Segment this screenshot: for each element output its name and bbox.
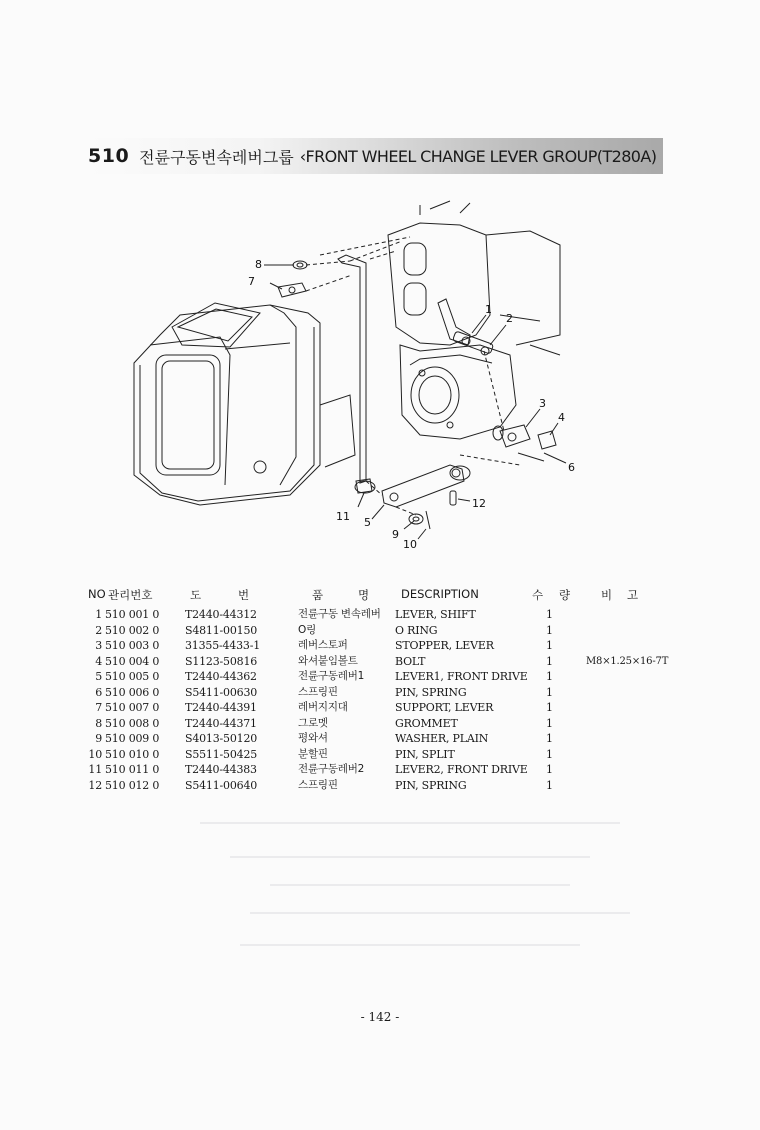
callout-7: 7 bbox=[248, 275, 255, 288]
table-row bbox=[88, 778, 668, 794]
row-management-number: 510 003 0 bbox=[105, 639, 160, 652]
row-quantity: 1 bbox=[546, 623, 553, 637]
table-row bbox=[88, 716, 668, 732]
row-part-number: T2440-44371 bbox=[185, 716, 257, 730]
row-description: PIN, SPRING bbox=[395, 685, 467, 699]
row-korean-name: O링 bbox=[298, 623, 317, 636]
callout-5: 5 bbox=[364, 516, 371, 529]
row-part-number: S4013-50120 bbox=[185, 732, 258, 745]
row-quantity: 1 bbox=[546, 747, 553, 761]
row-part-number: S5411-00630 bbox=[185, 685, 258, 699]
table-body bbox=[88, 607, 668, 793]
header-description: DESCRIPTION bbox=[401, 587, 479, 601]
table-row bbox=[88, 700, 668, 716]
row-quantity: 1 bbox=[546, 716, 553, 730]
row-part-number: S1123-50816 bbox=[185, 654, 258, 668]
diagram-svg bbox=[120, 195, 590, 565]
row-quantity: 1 bbox=[546, 732, 553, 745]
row-number: 6 bbox=[95, 685, 102, 699]
row-quantity: 1 bbox=[546, 763, 553, 776]
stopper-and-bolt-drawing bbox=[493, 425, 556, 461]
scan-artifact bbox=[240, 944, 580, 946]
table-row bbox=[88, 762, 668, 778]
row-korean-name: 평와셔 bbox=[298, 732, 328, 744]
row-korean-name: 와셔붙임볼트 bbox=[298, 654, 358, 667]
row-description: STOPPER, LEVER bbox=[395, 639, 494, 652]
row-description: GROMMET bbox=[395, 716, 458, 730]
row-quantity: 1 bbox=[546, 654, 553, 668]
callout-12: 12 bbox=[472, 497, 486, 510]
row-part-number: T2440-44362 bbox=[185, 670, 257, 683]
table-row bbox=[88, 747, 668, 763]
header-quantity-2: 량 bbox=[559, 588, 571, 602]
row-korean-name: 분할핀 bbox=[298, 747, 328, 760]
header-remarks-1: 비 bbox=[601, 588, 613, 602]
row-korean-name: 스프링핀 bbox=[298, 685, 338, 698]
row-part-number: T2440-44391 bbox=[185, 701, 257, 714]
row-description: PIN, SPLIT bbox=[395, 747, 455, 761]
scan-artifact bbox=[270, 884, 570, 886]
header-part-number-1: 도 bbox=[190, 588, 202, 602]
scan-artifact bbox=[250, 912, 630, 914]
row-korean-name: 전륜구동 변속레버 bbox=[298, 608, 381, 620]
row-number: 1 bbox=[95, 608, 102, 621]
row-management-number: 510 006 0 bbox=[105, 685, 160, 699]
row-management-number: 510 011 0 bbox=[105, 763, 160, 776]
row-description: BOLT bbox=[395, 654, 426, 668]
row-quantity: 1 bbox=[546, 608, 553, 621]
table-row bbox=[88, 654, 668, 670]
row-part-number: S5411-00640 bbox=[185, 778, 258, 792]
row-number: 2 bbox=[95, 623, 102, 637]
row-description: PIN, SPRING bbox=[395, 778, 467, 792]
row-part-number: T2440-44312 bbox=[185, 608, 257, 621]
section-header bbox=[88, 138, 663, 174]
row-description: O RING bbox=[395, 623, 438, 637]
row-description: SUPPORT, LEVER bbox=[395, 701, 494, 714]
row-number: 11 bbox=[88, 763, 102, 776]
row-management-number: 510 010 0 bbox=[105, 747, 160, 761]
callout-2: 2 bbox=[506, 312, 513, 325]
row-number: 3 bbox=[95, 639, 102, 652]
callout-11: 11 bbox=[336, 510, 350, 523]
row-number: 9 bbox=[95, 732, 102, 745]
row-korean-name: 그로멧 bbox=[298, 716, 328, 729]
lever-rod-drawing bbox=[338, 255, 375, 493]
row-part-number: T2440-44383 bbox=[185, 763, 257, 776]
row-description: LEVER2, FRONT DRIVE bbox=[395, 763, 528, 776]
scan-artifact bbox=[200, 822, 620, 824]
header-part-name-2: 명 bbox=[358, 588, 370, 602]
header-no: NO bbox=[88, 587, 106, 601]
row-number: 7 bbox=[95, 701, 102, 714]
parts-list-table bbox=[88, 587, 668, 793]
row-part-number: 31355-4433-1 bbox=[185, 639, 261, 652]
table-row bbox=[88, 731, 668, 747]
header-management-number: 관리번호 bbox=[108, 588, 153, 602]
section-title-english: ‹FRONT WHEEL CHANGE LEVER GROUP(T280A) bbox=[299, 146, 657, 166]
callout-leaders bbox=[264, 265, 566, 539]
table-row bbox=[88, 669, 668, 685]
row-management-number: 510 004 0 bbox=[105, 654, 160, 668]
row-quantity: 1 bbox=[546, 639, 553, 652]
front-drive-lever-drawing bbox=[382, 465, 470, 507]
row-management-number: 510 001 0 bbox=[105, 608, 160, 621]
row-part-number: S4811-00150 bbox=[185, 623, 258, 637]
table-header-row bbox=[88, 587, 668, 607]
scan-artifact bbox=[230, 856, 590, 858]
header-quantity-1: 수 bbox=[532, 588, 544, 602]
row-management-number: 510 005 0 bbox=[105, 670, 160, 683]
row-management-number: 510 007 0 bbox=[105, 701, 160, 714]
row-description: LEVER, SHIFT bbox=[395, 608, 476, 621]
row-description: LEVER1, FRONT DRIVE bbox=[395, 670, 528, 683]
grommet-and-washer-drawing bbox=[278, 261, 430, 529]
callout-1: 1 bbox=[485, 303, 492, 316]
row-korean-name: 레버지지대 bbox=[298, 701, 348, 713]
row-management-number: 510 008 0 bbox=[105, 716, 160, 730]
callout-3: 3 bbox=[539, 397, 546, 410]
axle-housing-drawing bbox=[388, 201, 560, 439]
row-number: 12 bbox=[88, 778, 102, 792]
row-korean-name: 스프링핀 bbox=[298, 778, 338, 791]
header-remarks-2: 고 bbox=[627, 588, 639, 602]
row-management-number: 510 009 0 bbox=[105, 732, 160, 745]
section-title-korean: 전륜구동변속레버그룹 bbox=[139, 147, 294, 167]
callout-6: 6 bbox=[568, 461, 575, 474]
callout-9: 9 bbox=[392, 528, 399, 541]
row-number: 5 bbox=[95, 670, 102, 683]
exploded-parts-diagram bbox=[120, 195, 590, 565]
table-row bbox=[88, 623, 668, 639]
row-quantity: 1 bbox=[546, 685, 553, 699]
page-number: - 142 - bbox=[360, 1010, 400, 1024]
row-part-number: S5511-50425 bbox=[185, 747, 258, 761]
row-korean-name: 전륜구동레버1 bbox=[298, 670, 365, 682]
row-number: 10 bbox=[88, 747, 102, 761]
header-part-name-1: 품 bbox=[312, 588, 324, 602]
row-korean-name: 전륜구동레버2 bbox=[298, 763, 365, 775]
row-korean-name: 레버스토퍼 bbox=[298, 639, 348, 651]
row-description: WASHER, PLAIN bbox=[395, 732, 489, 745]
row-quantity: 1 bbox=[546, 701, 553, 714]
table-row bbox=[88, 607, 668, 623]
row-management-number: 510 002 0 bbox=[105, 623, 160, 637]
table-row bbox=[88, 685, 668, 701]
callout-10: 10 bbox=[403, 538, 417, 551]
row-number: 8 bbox=[95, 716, 102, 730]
transmission-housing-drawing bbox=[134, 303, 355, 505]
row-management-number: 510 012 0 bbox=[105, 778, 160, 792]
row-quantity: 1 bbox=[546, 778, 553, 792]
row-remarks: M8×1.25×16-7T bbox=[586, 655, 669, 667]
section-number: 510 bbox=[88, 145, 130, 167]
row-quantity: 1 bbox=[546, 670, 553, 683]
callout-4: 4 bbox=[558, 411, 565, 424]
header-part-number-2: 번 bbox=[238, 588, 250, 602]
callout-8: 8 bbox=[255, 258, 262, 271]
table-row bbox=[88, 638, 668, 654]
row-number: 4 bbox=[95, 654, 102, 668]
